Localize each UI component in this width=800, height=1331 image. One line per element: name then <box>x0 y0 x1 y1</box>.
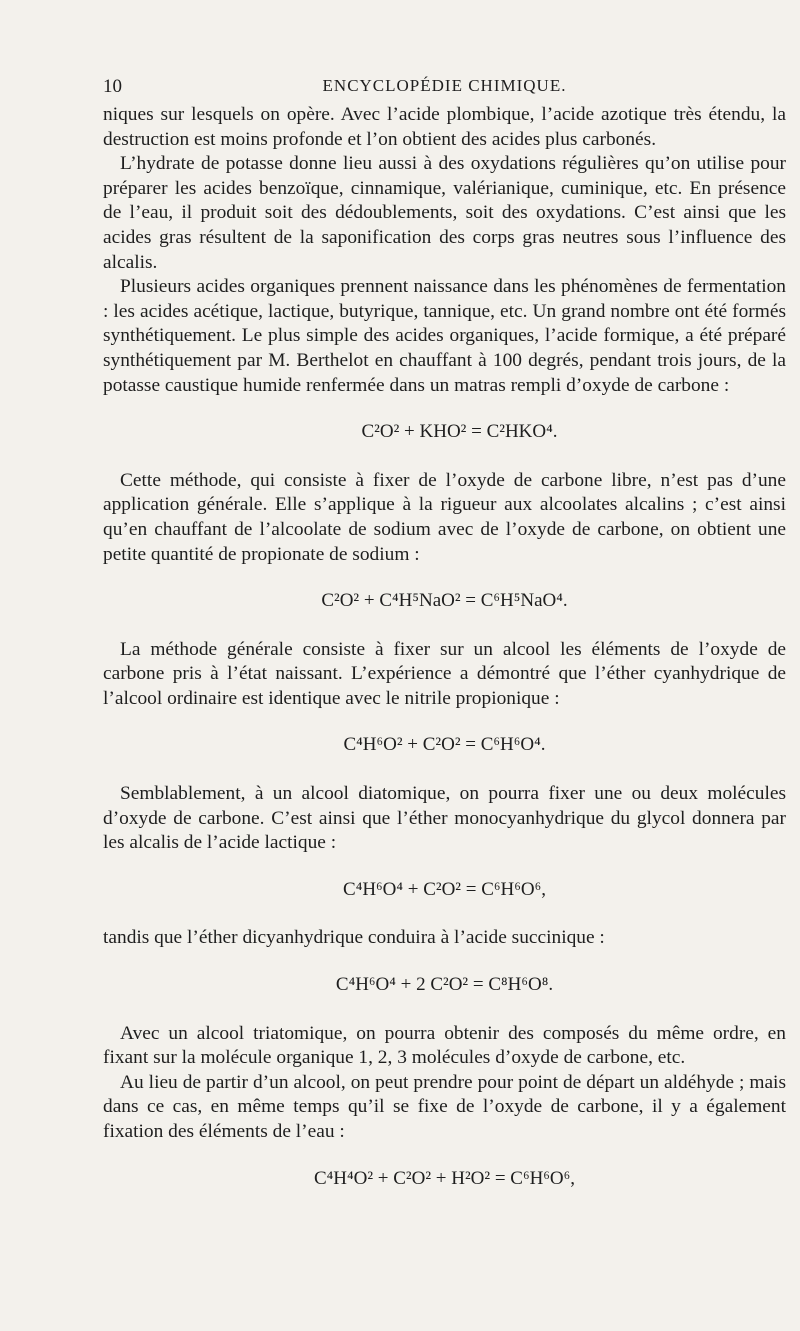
formula: C⁴H⁶O⁴ + 2 C²O² = C⁸H⁶O⁸. <box>335 974 554 996</box>
formula: C⁴H⁶O² + C²O² = C⁶H⁶O⁴. <box>343 734 546 756</box>
paragraph: Plusieurs acides organiques prennent naissance dans les phénomènes de fermentation : les acides acétique, lactique, butyrique, tannique, etc. Un grand nombre ont été formés synthétiquement. Le plus simple des acides organiques, l’acide formique, a été préparé synthétiquement par M. Berthelot en chauffant à 100 degrés, pendant trois jours, de la potasse caustique humide renfermée dans un matras rempli d’oxyde de carbone : <box>103 276 786 396</box>
paragraph: La méthode générale consiste à fixer sur un alcool les éléments de l’oxyde de carbone pris à l’état naissant. L’expérience a démontré que l’éther cyanhydrique de l’alcool ordinaire est identique avec le nitrile propionique : <box>103 638 786 709</box>
page-header <box>103 76 786 100</box>
page-number: 10 <box>103 76 122 97</box>
paragraph: Semblablement, à un alcool diatomique, on pourra fixer une ou deux molécules d’oxyde de carbone. C’est ainsi que l’éther monocyanhydrique du glycol donnera par les alcalis de l’acide lactique : <box>103 783 786 854</box>
paragraph: niques sur lesquels on opère. Avec l’acide plombique, l’acide azotique très étendu, la destruction est moins profonde et l’on obtient des acides plus carbonés. <box>103 104 786 150</box>
body-text <box>103 103 786 1215</box>
paragraph: tandis que l’éther dicyanhydrique conduira à l’acide succinique : <box>103 927 605 949</box>
paragraph: Avec un alcool triatomique, on pourra obtenir des composés du même ordre, en fixant sur la molécule organique 1, 2, 3 molécules d’oxyde de carbone, etc. <box>103 1022 786 1069</box>
running-title: ENCYCLOPÉDIE CHIMIQUE. <box>322 76 567 95</box>
formula: C⁴H⁴O² + C²O² + H²O² = C⁶H⁶O⁶, <box>313 1167 576 1189</box>
paragraph: Au lieu de partir d’un alcool, on peut prendre pour point de départ un aldéhyde ; mais dans ce cas, en même temps qu’il se fixe de l’oxyde de carbone, il y a également fixation des éléments de l’eau : <box>103 1071 786 1142</box>
formula: C²O² + KHO² = C²HKO⁴. <box>361 421 558 443</box>
formula: C²O² + C⁴H⁵NaO² = C⁶H⁵NaO⁴. <box>321 590 568 612</box>
paragraph: L’hydrate de potasse donne lieu aussi à des oxydations régulières qu’on utilise pour préparer les acides benzoïque, cinnamique, valérianique, cuminique, etc. En présence de l’eau, il produit soit des dédoublements, soit des oxydations. C’est ainsi que les acides gras résultent de la saponification des corps gras neutres sous l’influence des alcalis. <box>103 153 786 273</box>
formula: C⁴H⁶O⁴ + C²O² = C⁶H⁶O⁶, <box>343 878 546 900</box>
paragraph: Cette méthode, qui consiste à fixer de l’oxyde de carbone libre, n’est pas d’une application générale. Elle s’applique à la rigueur aux alcoolates alcalins ; c’est ainsi qu’en chauffant de l’alcoolate de sodium avec de l’oxyde de carbone, on obtient une petite quantité de propionate de sodium : <box>103 469 786 565</box>
